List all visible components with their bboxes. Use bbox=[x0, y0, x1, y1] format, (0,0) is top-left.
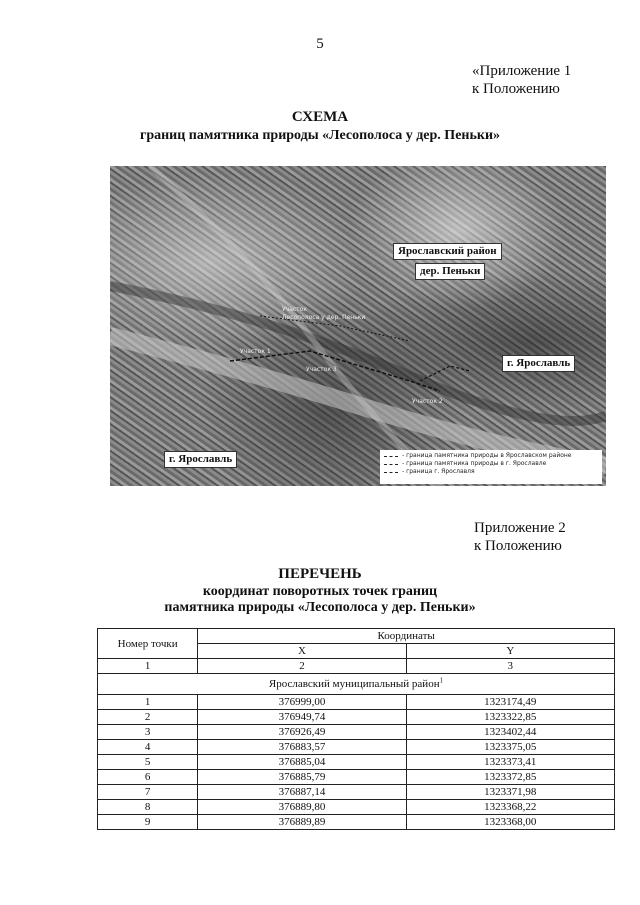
appendix-2-line1: Приложение 2 bbox=[474, 520, 566, 536]
coordinate-x-cell: 376887,14 bbox=[198, 785, 406, 800]
map-tiny-label: Участок 1 bbox=[240, 348, 271, 355]
table-row bbox=[98, 770, 615, 785]
list-subtitle-1: координат поворотных точек границ bbox=[202, 584, 438, 599]
coordinate-x-cell: 376885,04 bbox=[198, 755, 406, 770]
column-number: 2 bbox=[198, 659, 406, 674]
header-y: Y bbox=[406, 644, 614, 659]
point-number-cell: 2 bbox=[98, 710, 198, 725]
column-number: 3 bbox=[406, 659, 614, 674]
section-row bbox=[98, 674, 615, 695]
appendix-1-caption bbox=[472, 62, 571, 98]
scheme-title: СХЕМА bbox=[291, 109, 349, 125]
coordinate-rows bbox=[98, 695, 615, 830]
table-row bbox=[98, 695, 615, 710]
boundary-map bbox=[110, 166, 606, 486]
column-number-row bbox=[98, 659, 615, 674]
point-number-cell: 9 bbox=[98, 815, 198, 830]
header-x: X bbox=[198, 644, 406, 659]
table-row bbox=[98, 755, 615, 770]
legend-line-icon bbox=[384, 464, 398, 465]
table-row bbox=[98, 800, 615, 815]
map-tiny-label: Участок bbox=[282, 306, 307, 313]
coordinate-y-cell: 1323402,44 bbox=[406, 725, 614, 740]
coordinate-x-cell: 376999,00 bbox=[198, 695, 406, 710]
coordinate-x-cell: 376885,79 bbox=[198, 770, 406, 785]
point-number-cell: 5 bbox=[98, 755, 198, 770]
list-subtitle-2: памятника природы «Лесополоса у дер. Пеньки» bbox=[164, 600, 476, 615]
coordinate-y-cell: 1323322,85 bbox=[406, 710, 614, 725]
map-tiny-label: Лесополоса у дер. Пеньки bbox=[282, 314, 366, 321]
table-row bbox=[98, 740, 615, 755]
appendix-1-line2: к Положению bbox=[472, 81, 560, 97]
point-number-cell: 4 bbox=[98, 740, 198, 755]
legend-row bbox=[384, 460, 598, 468]
coordinate-y-cell: 1323371,98 bbox=[406, 785, 614, 800]
table-row bbox=[98, 710, 615, 725]
map-legend bbox=[380, 450, 602, 484]
map-texture bbox=[110, 166, 606, 486]
section-cell bbox=[98, 674, 615, 695]
coordinate-x-cell: 376883,57 bbox=[198, 740, 406, 755]
scheme-subtitle: границ памятника природы «Лесополоса у дер. Пеньки» bbox=[139, 128, 501, 143]
appendix-2-caption bbox=[474, 519, 566, 555]
map-tiny-label: Участок 3 bbox=[306, 366, 337, 373]
column-number: 1 bbox=[98, 659, 198, 674]
coordinates-table bbox=[97, 628, 615, 830]
point-number-cell: 7 bbox=[98, 785, 198, 800]
map-label-village: дер. Пеньки bbox=[415, 263, 485, 280]
table-row bbox=[98, 785, 615, 800]
legend-text: - граница памятника природы в г. Ярославле bbox=[402, 460, 547, 467]
point-number-cell: 6 bbox=[98, 770, 198, 785]
table-row bbox=[98, 815, 615, 830]
legend-row bbox=[384, 468, 598, 476]
section-footnote: 1 bbox=[439, 676, 444, 685]
coordinate-y-cell: 1323174,49 bbox=[406, 695, 614, 710]
coordinate-y-cell: 1323372,85 bbox=[406, 770, 614, 785]
coordinate-y-cell: 1323375,05 bbox=[406, 740, 614, 755]
point-number-cell: 3 bbox=[98, 725, 198, 740]
legend-line-icon bbox=[384, 472, 398, 473]
list-title: ПЕРЕЧЕНЬ bbox=[278, 566, 362, 582]
legend-row bbox=[384, 452, 598, 460]
section-title: Ярославский муниципальный район bbox=[268, 678, 440, 690]
map-label-city-left: г. Ярославль bbox=[164, 451, 237, 468]
legend-line-icon bbox=[384, 456, 398, 457]
table-row bbox=[98, 725, 615, 740]
header-coordinates: Координаты bbox=[198, 629, 615, 644]
coordinate-y-cell: 1323368,00 bbox=[406, 815, 614, 830]
legend-text: - граница г. Ярославля bbox=[402, 468, 475, 475]
coordinate-x-cell: 376889,80 bbox=[198, 800, 406, 815]
map-label-city-right: г. Ярославль bbox=[502, 355, 575, 372]
coordinate-y-cell: 1323373,41 bbox=[406, 755, 614, 770]
coordinate-x-cell: 376949,74 bbox=[198, 710, 406, 725]
point-number-cell: 1 bbox=[98, 695, 198, 710]
appendix-1-line1: «Приложение 1 bbox=[472, 63, 572, 79]
coordinate-y-cell: 1323368,22 bbox=[406, 800, 614, 815]
header-point-number: Номер точки bbox=[98, 629, 198, 659]
appendix-2-line2: к Положению bbox=[474, 538, 562, 554]
map-tiny-label: Участок 2 bbox=[412, 398, 443, 405]
point-number-cell: 8 bbox=[98, 800, 198, 815]
table-header-row bbox=[98, 629, 615, 644]
legend-text: - граница памятника природы в Ярославском районе bbox=[402, 452, 572, 459]
coordinate-x-cell: 376926,49 bbox=[198, 725, 406, 740]
page-number: 5 bbox=[316, 36, 324, 52]
coordinate-x-cell: 376889,89 bbox=[198, 815, 406, 830]
map-label-district: Ярославский район bbox=[393, 243, 502, 260]
